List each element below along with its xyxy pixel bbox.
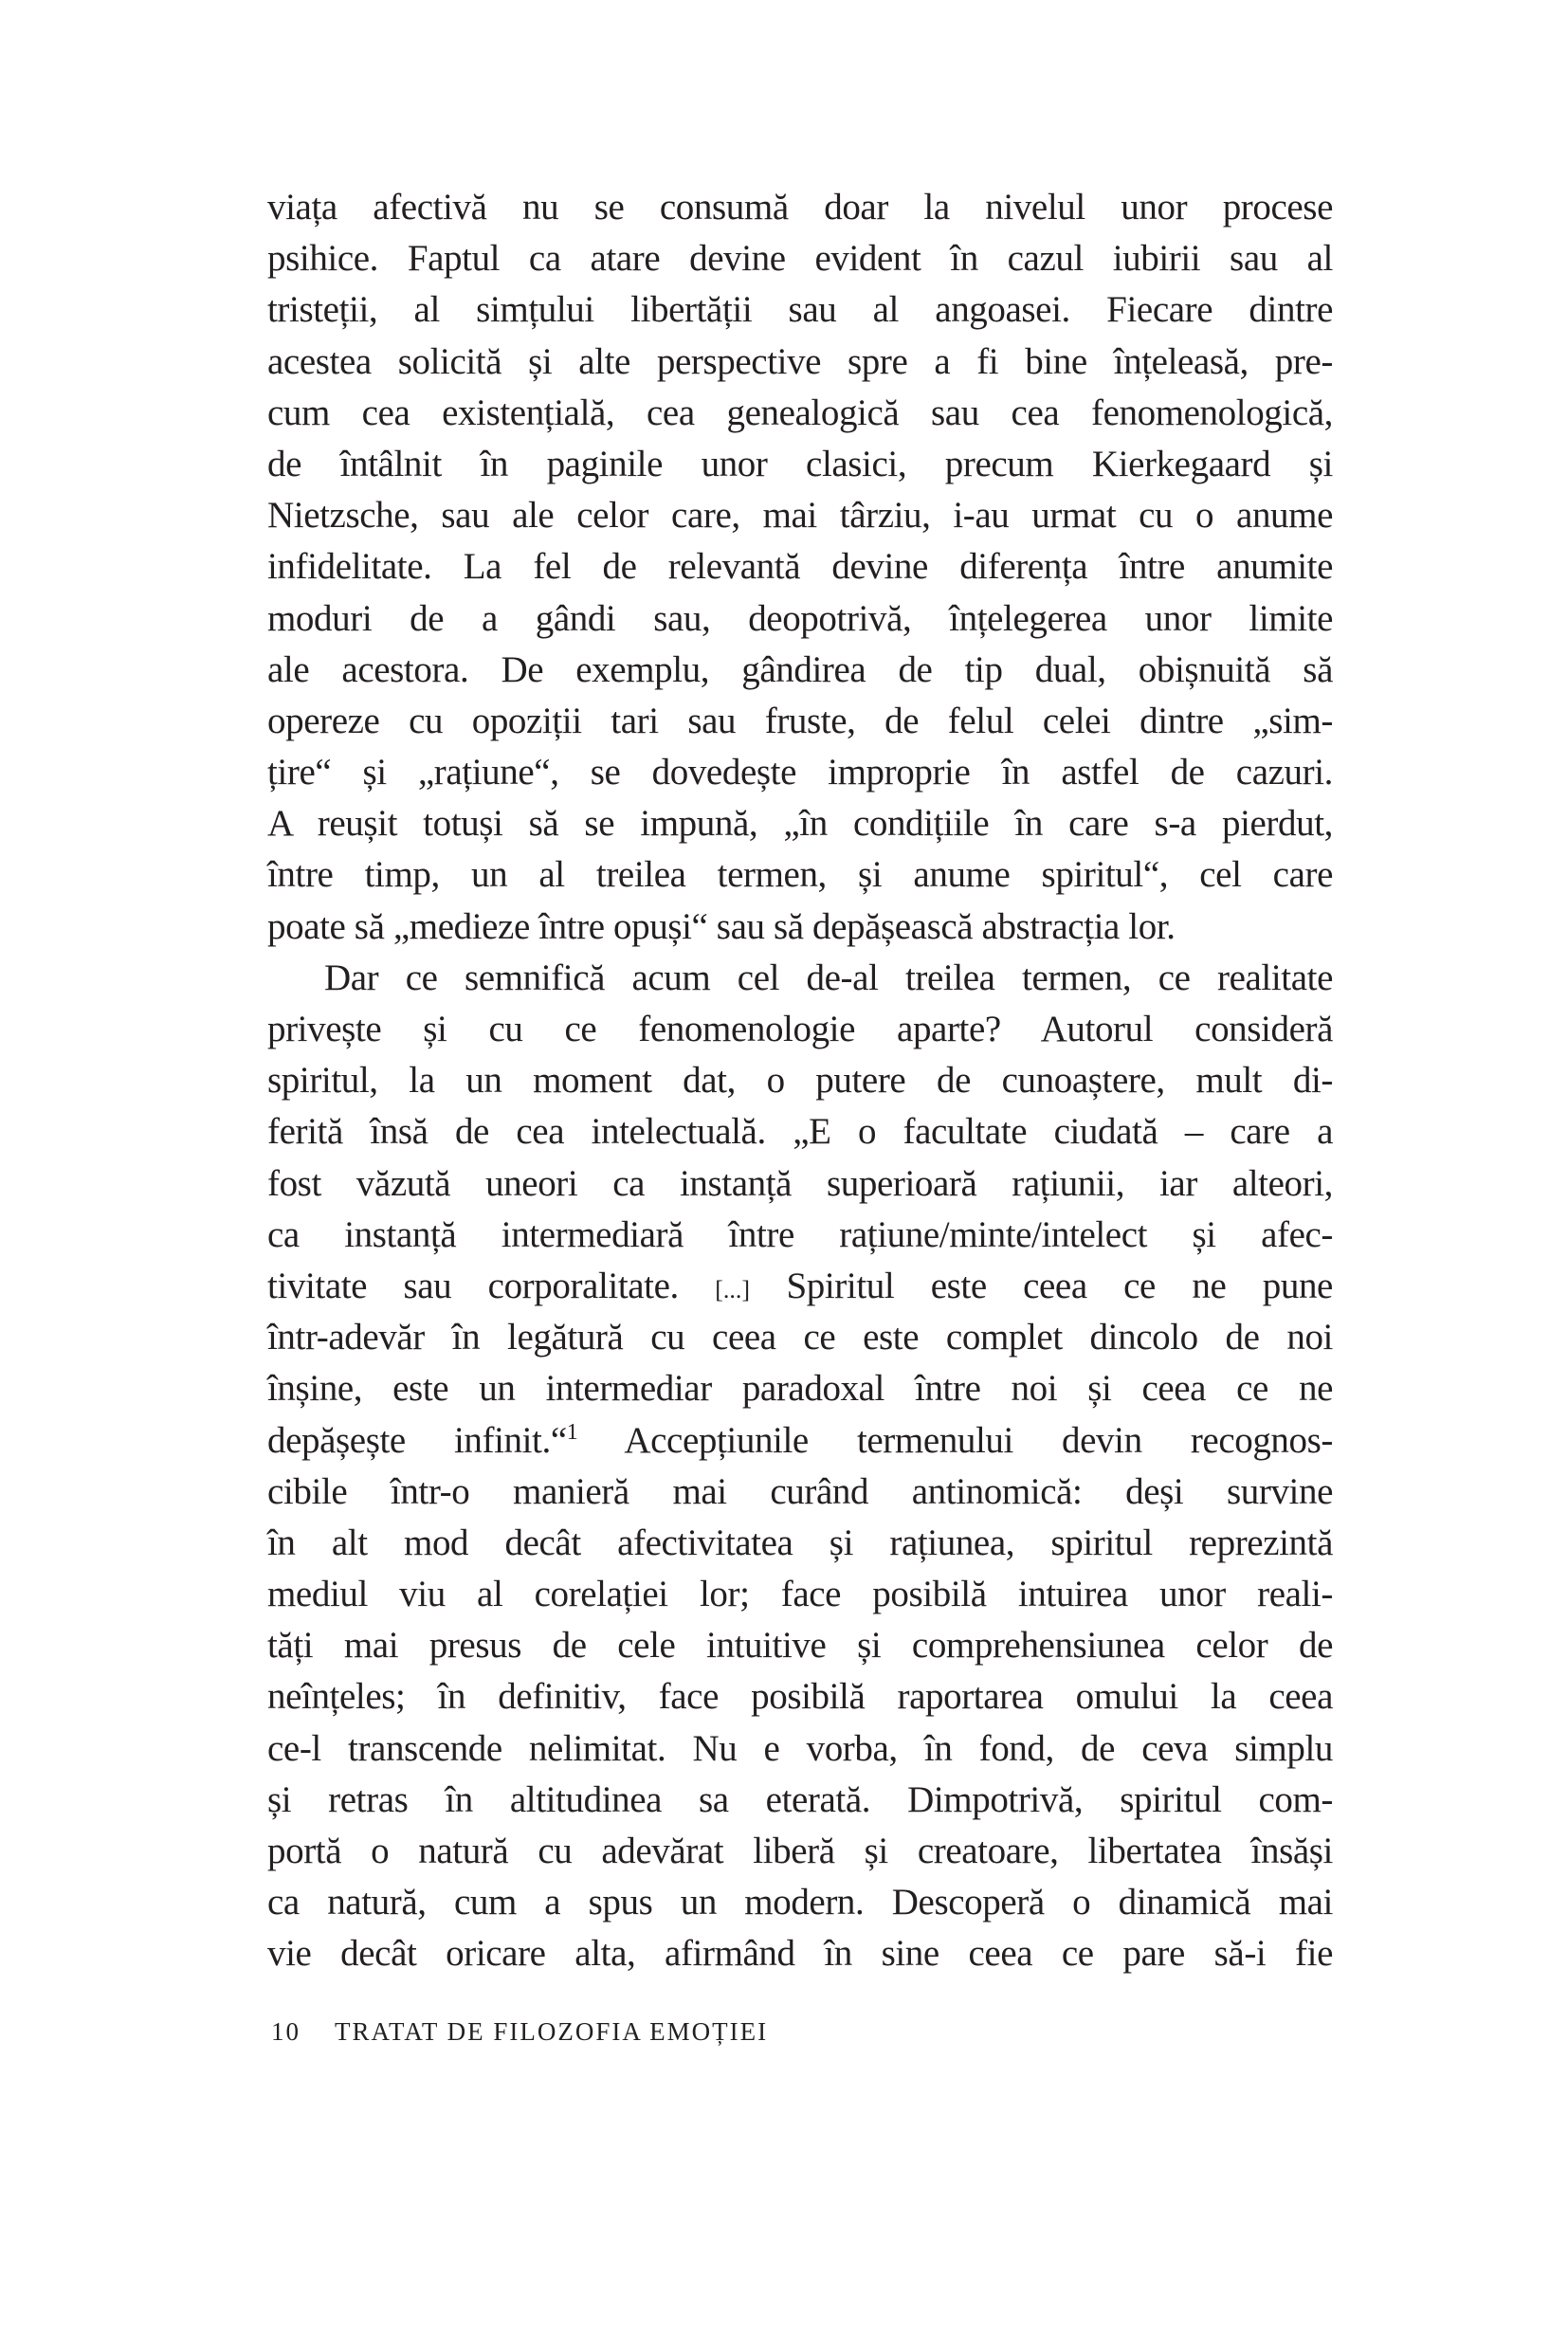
text-line: cibile într-o manieră mai curând antinomică: deși survine	[267, 1470, 1333, 1512]
text-line: între timp, un al treilea termen, și anume spiritul“, cel care	[267, 854, 1333, 896]
footnote-marker[interactable]: 1	[566, 1419, 578, 1445]
text-line: opereze cu opoziții tari sau fruste, de felul celei dintre „sim-	[267, 700, 1333, 741]
text-line-with-footnote	[267, 1415, 1333, 1467]
body-text	[267, 182, 1333, 1980]
running-title: TRATAT DE FILOZOFIA EMOȚIEI	[335, 2017, 769, 2046]
text-line: portă o natură cu adevărat liberă și creatoare, libertatea însăși	[267, 1831, 1333, 1871]
text-line: mediul viu al corelației lor; face posibilă intuirea unor reali-	[267, 1574, 1333, 1615]
text-line: privește și cu ce fenomenologie aparte? Autorul consideră	[267, 1009, 1333, 1049]
text-line: tăți mai presus de cele intuitive și comprehensiunea celor de	[267, 1625, 1333, 1667]
text-line: cum cea existențială, cea genealogică sau cea fenomenologică,	[267, 392, 1333, 433]
text-line: tristeții, al simțului libertății sau al angoasei. Fiecare dintre	[267, 289, 1333, 331]
text-line-with-ellipsis	[267, 1261, 1333, 1312]
text-line: fost văzută uneori ca instanță superioară rațiunii, iar alteori,	[267, 1162, 1333, 1204]
text-line: Nietzsche, sau ale celor care, mai târziu, i-au urmat cu o anume	[267, 495, 1333, 537]
text-line: și retras în altitudinea sa eterată. Dimpotrivă, spiritul com-	[267, 1778, 1333, 1820]
text-line: ale acestora. De exemplu, gândirea de tip dual, obișnuită să	[267, 648, 1333, 690]
text-line: ca instanță intermediară între rațiune/minte/intelect și afec-	[267, 1213, 1333, 1255]
ellipsis-bracket: [...]	[715, 1275, 751, 1303]
text-line: ca natură, cum a spus un modern. Descoperă o dinamică mai	[267, 1882, 1333, 1923]
text-line: acestea solicită și alte perspective spre a fi bine înțeleasă, pre-	[267, 340, 1333, 382]
text-fragment: Spiritul este ceea ce ne pune	[786, 1265, 1333, 1306]
paragraph-end-line: poate să „medieze între opuși“ sau să depășească abstracția lor.	[267, 905, 1176, 947]
paragraph-start-line: Dar ce semnifică acum cel de-al treilea termen, ce realitate	[324, 957, 1333, 998]
text-line: țire“ și „rațiune“, se dovedește improprie în astfel de cazuri.	[267, 752, 1333, 793]
text-line: în alt mod decât afectivitatea și rațiunea, spiritul reprezintă	[267, 1522, 1333, 1563]
text-fragment: tivitate sau corporalitate.	[267, 1265, 679, 1306]
text-line: infidelitate. La fel de relevantă devine diferența între anumite	[267, 546, 1333, 588]
text-line: ce-l transcende nelimitat. Nu e vorba, în fond, de ceva simplu	[267, 1727, 1333, 1769]
text-fragment: depășește infinit.“	[267, 1419, 567, 1461]
text-line: spiritul, la un moment dat, o putere de cunoaștere, mult di-	[267, 1060, 1333, 1102]
text-line: ferită însă de cea intelectuală. „E o facultate ciudată – care a	[267, 1111, 1333, 1153]
text-line: vie decât oricare alta, afirmând în sine ceea ce pare să-i fie	[267, 1933, 1333, 1975]
page-number: 10	[271, 2017, 301, 2046]
text-line: de întâlnit în paginile unor clasici, precum Kierkegaard și	[267, 443, 1333, 484]
text-line: înșine, este un intermediar paradoxal între noi și ceea ce ne	[267, 1368, 1333, 1410]
text-line: psihice. Faptul ca atare devine evident în cazul iubirii sau al	[267, 238, 1333, 280]
text-line: viața afectivă nu se consumă doar la nivelul unor procese	[267, 187, 1333, 228]
text-fragment: Accepțiunile termenului devin recognos-	[624, 1419, 1334, 1461]
text-line: neînțeles; în definitiv, face posibilă raportarea omului la ceea	[267, 1676, 1333, 1718]
text-line: A reușit totuși să se impună, „în condițiile în care s-a pierdut,	[267, 803, 1333, 845]
text-line: moduri de a gândi sau, deopotrivă, înțelegerea unor limite	[267, 597, 1333, 639]
page-footer	[271, 2017, 768, 2047]
text-line: într-adevăr în legătură cu ceea ce este complet dincolo de noi	[267, 1317, 1333, 1358]
